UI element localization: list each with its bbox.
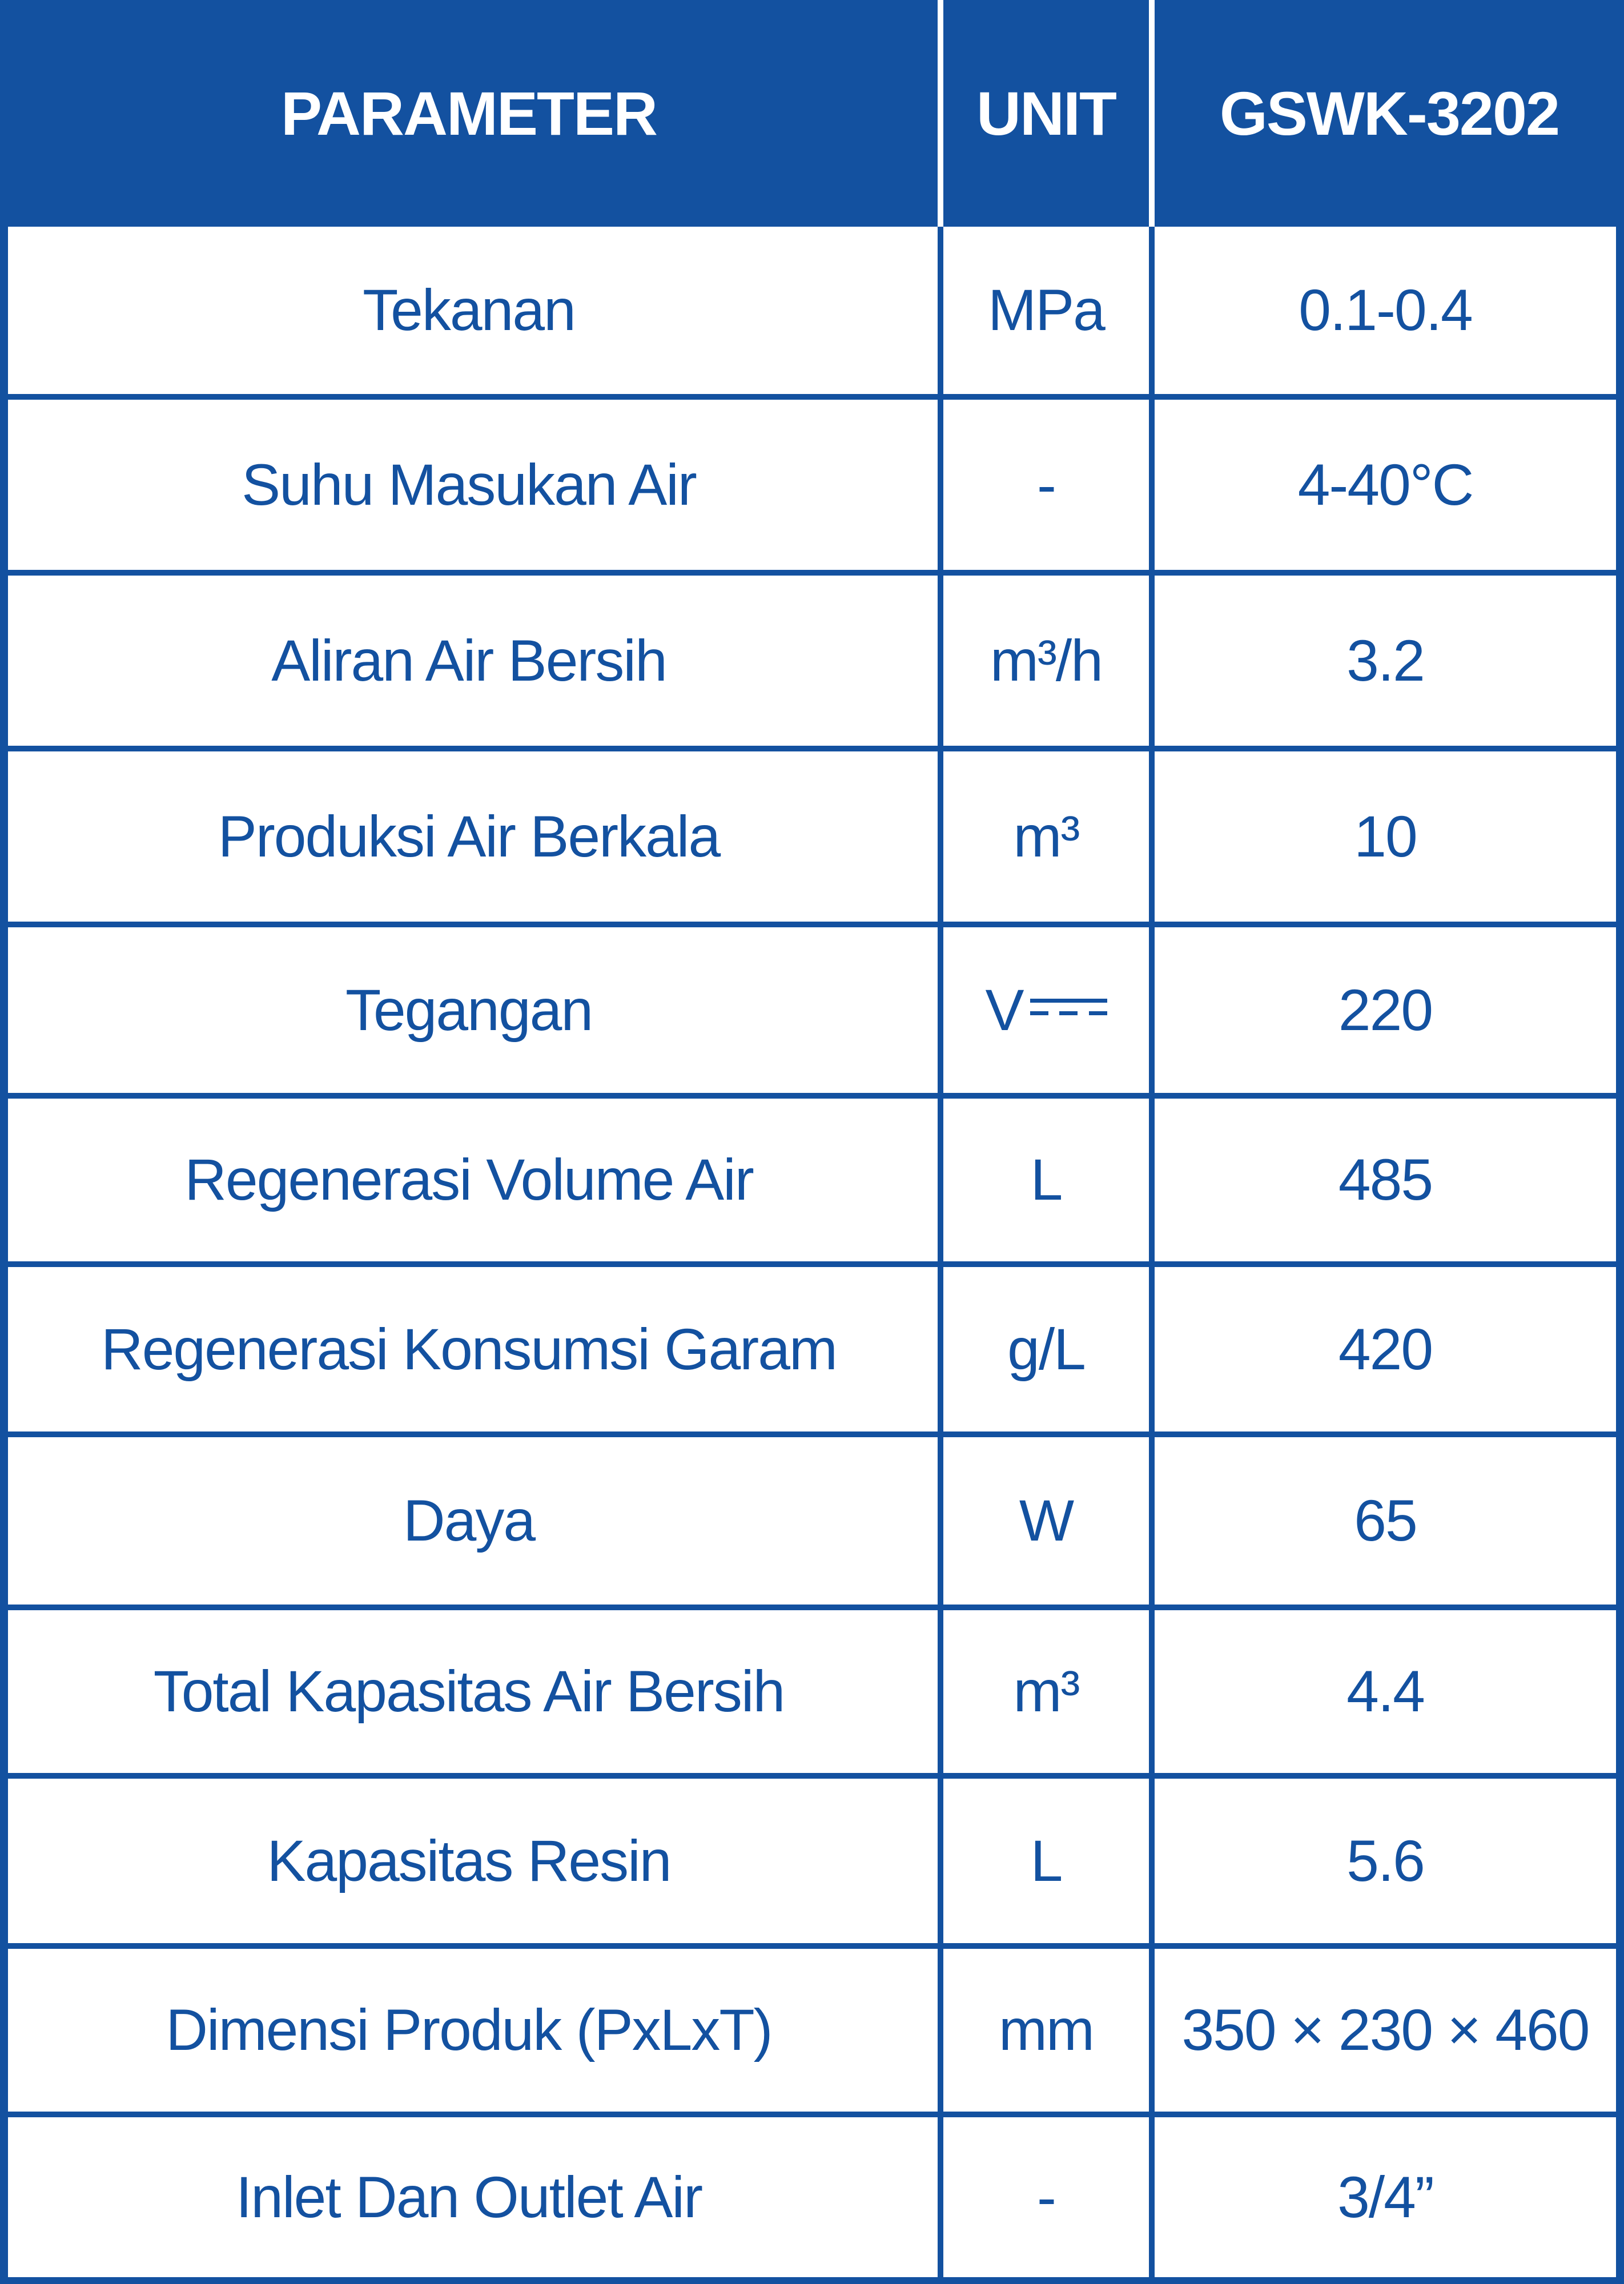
header-parameter: PARAMETER [280,79,657,148]
unit-cell: - [1037,2164,1055,2230]
header-divider [938,0,943,227]
table-row [0,400,1624,570]
parameter-cell: Suhu Masukan Air [242,452,696,517]
row-divider [0,2112,1624,2117]
value-cell: 10 [1354,803,1417,869]
parameter-cell: Dimensi Produk (PxLxT) [166,1997,772,2062]
unit-cell [943,927,1149,1093]
table-row [0,2117,1624,2277]
table-row [0,927,1624,1093]
parameter-cell: Produksi Air Berkala [218,803,720,869]
value-cell: 220 [1338,977,1433,1043]
column-divider [938,227,943,2284]
parameter-cell: Aliran Air Bersih [271,628,666,693]
unit-cell: m³ [1013,1659,1079,1724]
table-header [0,0,1624,227]
value-cell: 4.4 [1346,1659,1424,1724]
parameter-cell: Kapasitas Resin [267,1828,671,1893]
column-divider [1149,227,1155,2284]
row-divider [0,1261,1624,1267]
table-row [0,1267,1624,1431]
table-row [0,227,1624,394]
unit-cell: L [1030,1828,1062,1893]
table-row [0,751,1624,922]
table-row [0,1437,1624,1605]
row-divider [0,1605,1624,1610]
parameter-cell: Regenerasi Konsumsi Garam [101,1316,837,1382]
value-cell: 350 × 230 × 460 [1181,1997,1589,2062]
value-cell: 3.2 [1346,628,1424,693]
unit-text: V [985,977,1023,1043]
unit-cell: W [1019,1488,1074,1553]
header-unit: UNIT [976,79,1116,148]
header-divider [1149,0,1155,227]
row-divider [0,922,1624,927]
row-divider [0,1093,1624,1099]
value-cell: 3/4” [1337,2164,1433,2230]
table-row [0,1779,1624,1943]
unit-cell: L [1030,1147,1062,1212]
unit-cell: m³/h [990,628,1102,693]
parameter-cell: Tegangan [345,977,593,1043]
parameter-cell: Inlet Dan Outlet Air [235,2164,702,2230]
value-cell: 65 [1354,1488,1417,1553]
row-divider [0,394,1624,400]
table-row [0,1949,1624,2112]
parameter-cell: Tekanan [363,278,575,343]
unit-cell: g/L [1007,1316,1085,1382]
table-row [0,1610,1624,1773]
unit-cell: m³ [1013,803,1079,869]
value-cell: 5.6 [1346,1828,1424,1893]
value-cell: 420 [1338,1316,1433,1382]
dc-current-icon [1030,995,1107,1018]
table-row [0,1099,1624,1261]
row-divider [0,1773,1624,1779]
unit-cell: MPa [988,278,1104,343]
value-cell: 0.1-0.4 [1299,278,1472,343]
row-divider [0,1943,1624,1949]
value-cell: 485 [1338,1147,1433,1212]
row-divider [0,570,1624,576]
header-model: GSWK-3202 [1219,79,1559,148]
parameter-cell: Total Kapasitas Air Bersih [153,1659,785,1724]
row-divider [0,746,1624,751]
parameter-cell: Regenerasi Volume Air [184,1147,753,1212]
table-row [0,576,1624,746]
parameter-cell: Daya [403,1488,535,1553]
value-cell: 4-40°C [1297,452,1473,517]
unit-cell: mm [999,1997,1094,2062]
unit-cell: - [1037,452,1055,517]
row-divider [0,1431,1624,1437]
